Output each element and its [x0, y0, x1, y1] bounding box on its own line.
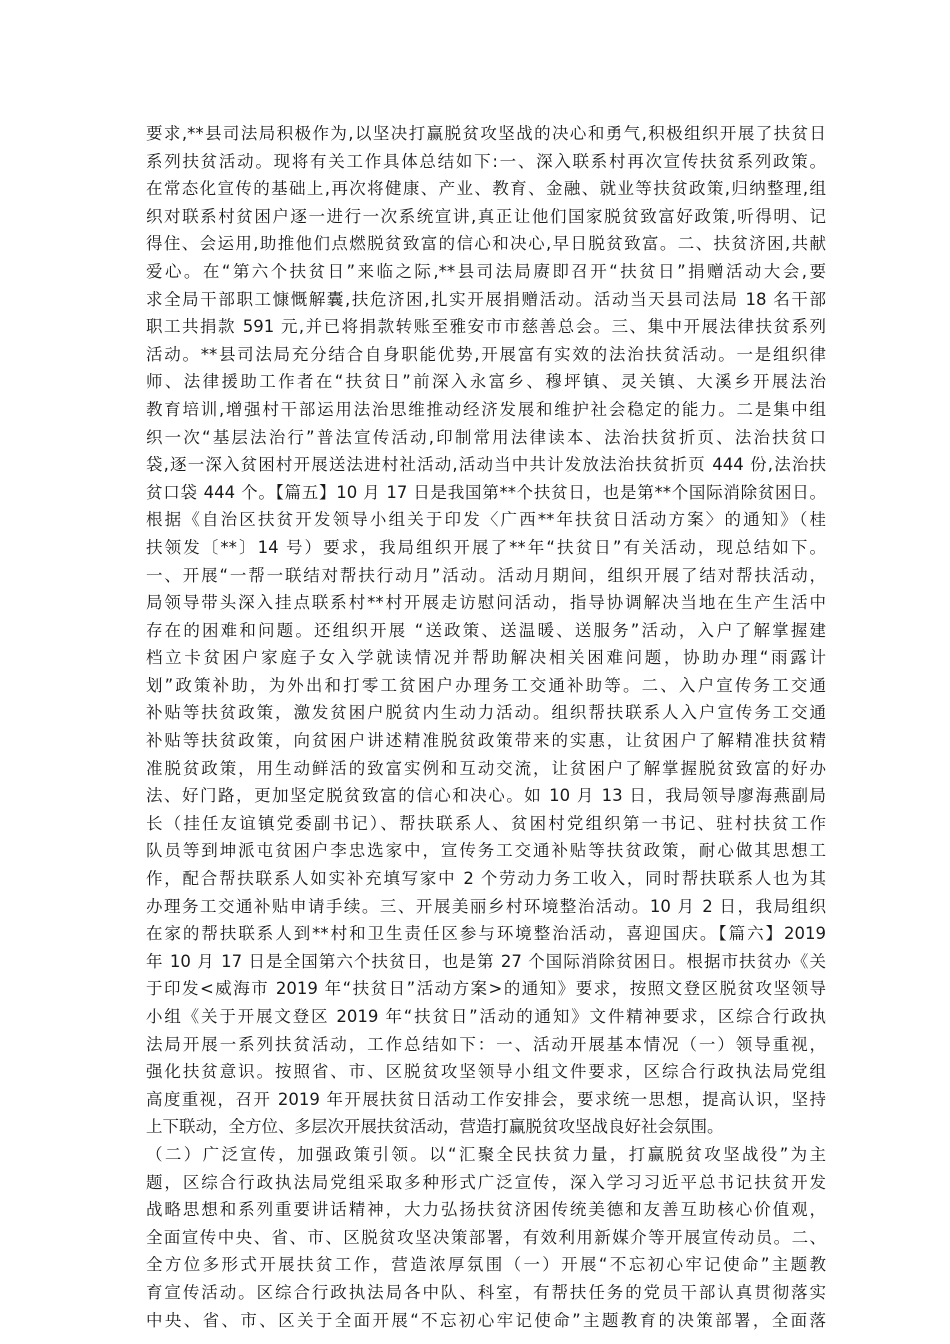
text-line: 得住、会运用,助推他们点燃脱贫致富的信心和决心,早日脱贫致富。二、扶贫济困,共献	[146, 234, 826, 254]
text-line: 战略思想和系列重要讲话精神，大力弘扬扶贫济困传统美德和友善互助核心价值观，	[146, 1200, 826, 1220]
text-line: 法、好门路，更加坚定脱贫致富的信心和决心。如 10 月 13 日，我局领导廖海燕副局	[146, 786, 826, 806]
text-line: 扶领发〔**〕14 号）要求，我局组织开展了**年“扶贫日”有关活动，现总结如下。	[146, 537, 826, 557]
text-line: 育宣传活动。区综合行政执法局各中队、科室，有帮扶任务的党员干部认真贯彻落实	[146, 1282, 826, 1302]
text-line: 档立卡贫困户家庭子女入学就读情况并帮助解决相关困难问题，协助办理“雨露计	[146, 648, 826, 668]
text-line: 小组《关于开展文登区 2019 年“扶贫日”活动的通知》文件精神要求，区综合行政执	[146, 1007, 826, 1026]
text-line: 于印发<威海市 2019 年“扶贫日”活动方案>的通知》要求，按照文登区脱贫攻坚领导	[146, 979, 826, 999]
text-line: 活动。**县司法局充分结合自身职能优势,开展富有实效的法治扶贫活动。一是组织律	[146, 344, 826, 364]
text-line: 准脱贫政策，用生动鲜活的致富实例和互动交流，让贫困户了解掌握脱贫致富的好办	[146, 758, 826, 778]
text-line: （二）广泛宣传，加强政策引领。以“汇聚全民扶贫力量，打赢脱贫攻坚战役”为主	[146, 1144, 826, 1164]
text-line: 根据《自治区扶贫开发领导小组关于印发〈广西**年扶贫日活动方案〉的通知》（桂	[146, 510, 826, 530]
text-line: 织对联系村贫困户逐一进行一次系统宣讲,真正让他们国家脱贫致富好政策,听得明、记	[146, 206, 826, 226]
text-line: 补贴等扶贫政策，向贫困户讲述精准脱贫政策带来的实惠，让贫困户了解精准扶贫精	[146, 731, 826, 751]
text-line: 存在的困难和问题。还组织开展 “送政策、送温暖、送服务”活动，入户了解掌握建	[146, 620, 826, 640]
text-line: 上下联动，全方位、多层次开展扶贫活动，营造打赢脱贫攻坚战良好社会氛围。	[146, 1117, 724, 1137]
text-line: 教育培训,增强村干部运用法治思维推动经济发展和维护社会稳定的能力。二是集中组	[146, 399, 826, 419]
text-line: 高度重视，召开 2019 年开展扶贫日活动工作安排会，要求统一思想，提高认识，坚持	[146, 1089, 826, 1109]
text-line: 补贴等扶贫政策，激发贫困户脱贫内生动力活动。组织帮扶联系人入户宣传务工交通	[146, 703, 826, 723]
text-line: 题，区综合行政执法局党组采取多种形式广泛宣传，深入学习习近平总书记扶贫开发	[146, 1172, 826, 1192]
text-line: 作，配合帮扶联系人如实补充填写家中 2 个劳动力务工收入，同时帮扶联系人也为其	[146, 869, 826, 889]
text-line: 系列扶贫活动。现将有关工作具体总结如下:一、深入联系村再次宣传扶贫系列政策。	[146, 151, 826, 171]
text-line: 袋,逐一深入贫困村开展送法进村社活动,活动当中共计发放法治扶贫折页 444 份,法治扶	[146, 455, 826, 475]
text-line: 局领导带头深入挂点联系村**村开展走访慰问活动，指导协调解决当地在生产生活中	[146, 593, 826, 613]
text-line: 贫口袋 444 个。【篇五】10 月 17 日是我国第**个扶贫日，也是第**个国际消除贫困日。	[146, 482, 826, 502]
text-line: 一、开展“一帮一联结对帮扶行动月”活动。活动月期间，组织开展了结对帮扶活动，	[146, 565, 826, 585]
text-line: 长（挂任友谊镇党委副书记）、帮扶联系人、贫困村党组织第一书记、驻村扶贫工作	[146, 813, 826, 833]
text-line: 在常态化宣传的基础上,再次将健康、产业、教育、金融、就业等扶贫政策,归纳整理,组	[146, 179, 826, 199]
document-body-text	[146, 120, 826, 1334]
text-line: 法局开展一系列扶贫活动，工作总结如下：一、活动开展基本情况（一）领导重视，	[146, 1034, 826, 1054]
text-line: 中央、省、市、区关于全面开展“不忘初心牢记使命”主题教育的决策部署，全面落	[146, 1310, 826, 1330]
text-line: 要求,**县司法局积极作为,以坚决打赢脱贫攻坚战的决心和勇气,积极组织开展了扶贫日	[146, 124, 826, 143]
text-line: 办理务工交通补贴申请手续。三、开展美丽乡村环境整治活动。10 月 2 日，我局组织	[146, 896, 826, 916]
text-line: 在家的帮扶联系人到**村和卫生责任区参与环境整治活动，喜迎国庆。【篇六】2019	[146, 924, 826, 944]
text-line: 职工共捐款 591 元,并已将捐款转账至雅安市市慈善总会。三、集中开展法律扶贫系列	[146, 317, 826, 337]
text-line: 强化扶贫意识。按照省、市、区脱贫攻坚领导小组文件要求，区综合行政执法局党组	[146, 1062, 826, 1082]
text-line: 年 10 月 17 日是全国第六个扶贫日，也是第 27 个国际消除贫困日。根据市扶贫办《关	[146, 951, 826, 971]
text-line: 师、法律援助工作者在“扶贫日”前深入永富乡、穆坪镇、灵关镇、大溪乡开展法治	[146, 372, 826, 392]
text-line: 全面宣传中央、省、市、区脱贫攻坚决策部署，有效利用新媒介等开展宣传动员。二、	[146, 1227, 826, 1247]
text-line: 划”政策补助，为外出和打零工贫困户办理务工交通补助等。二、入户宣传务工交通	[146, 675, 826, 695]
text-line: 爱心。在“第六个扶贫日”来临之际,**县司法局赓即召开“扶贫日”捐赠活动大会,要	[146, 261, 826, 281]
text-line: 求全局干部职工慷慨解囊,扶危济困,扎实开展捐赠活动。活动当天县司法局 18 名干部	[146, 289, 826, 309]
text-line: 队员等到坤派屯贫困户李忠选家中，宣传务工交通补贴等扶贫政策，耐心做其思想工	[146, 841, 826, 861]
text-line: 织一次“基层法治行”普法宣传活动,印制常用法律读本、法治扶贫折页、法治扶贫口	[146, 427, 826, 447]
text-line: 全方位多形式开展扶贫工作，营造浓厚氛围（一）开展“不忘初心牢记使命”主题教	[146, 1255, 826, 1275]
